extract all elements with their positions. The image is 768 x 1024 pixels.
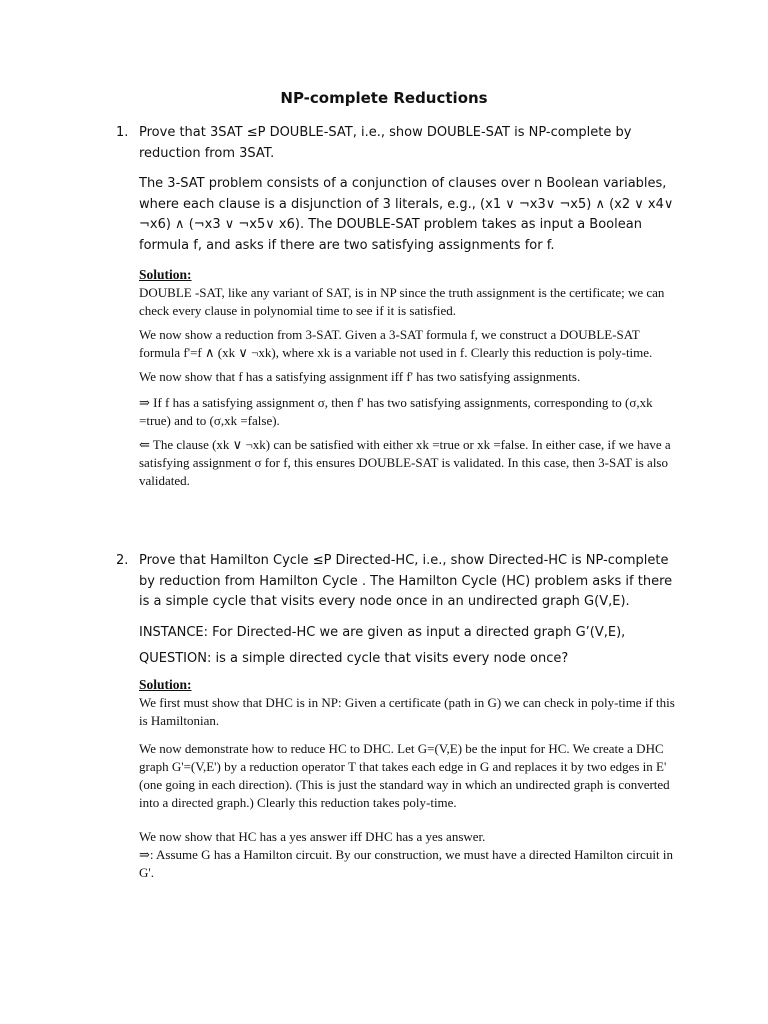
problem-2-question: QUESTION: is a simple directed cycle that visits every node once? [139, 651, 569, 666]
problem-1-intro: The 3-SAT problem consists of a conjunction of clauses over n Boolean variables, where each clause is a disjunction of 3 literals, e.g., (x1 ∨ ¬x3∨ ¬x5) ∧ (x2 ∨ x4∨ ¬x6) ∧ (¬x3 ∨ ¬x5∨ x6). The DOUBLE-SAT problem takes as input a Boolean formula f, and asks if there are two satisfying assignments for f. [139, 176, 674, 253]
problem-2-statement: Prove that Hamilton Cycle ≤P Directed-HC, i.e., show Directed-HC is NP-complete by reduction from Hamilton Cycle . The Hamilton Cycle (HC) problem asks if there is a simple cycle that visits every node once in an undirected graph G(V,E). [139, 553, 673, 609]
problem-1-solution-paragraph: ⇒ If f has a satisfying assignment σ, then f' has two satisfying assignments, corresponding to (σ,xk =true) and to (σ,xk =false). [139, 395, 653, 428]
problem-2-solution-paragraph: We first must show that DHC is in NP: Given a certificate (path in G) we can check in poly-time if this is Hamiltonian. [139, 694, 675, 728]
problem-2-number: 2. [116, 553, 129, 568]
problem-1-solution-label: Solution: [139, 267, 192, 282]
problem-2-instance: INSTANCE: For Directed-HC we are given as input a directed graph G’(V,E), [139, 624, 626, 640]
problem-2-solution-paragraph: ⇒: Assume G has a Hamilton circuit. By our construction, we must have a directed Hamilton circuit in G'. [139, 846, 674, 880]
problem-2 [139, 551, 679, 882]
problem-1-solution-paragraph: ⇐ The clause (xk ∨ ¬xk) can be satisfied with either xk =true or xk =false. In either case, if we have a satisfying assignment σ for f, this ensures DOUBLE-SAT is validated. In this case, then 3-SAT is also validated. [139, 437, 671, 488]
problem-2-solution-paragraph: We now show that HC has a yes answer iff DHC has a yes answer. [139, 828, 486, 844]
problem-2-solution-paragraph: We now demonstrate how to reduce HC to DHC. Let G=(V,E) be the input for HC. We create a DHC graph G'=(V,E') by a reduction operator T that takes each edge in G and replaces it by two edges in E' (one going in each direction). (This is just the standard way in which an undirected graph is converted into a directed graph.) Clearly this reduction takes poly-time. [139, 740, 670, 810]
problem-1-solution-paragraph: We now show that f has a satisfying assignment iff f' has two satisfying assignments. [139, 369, 581, 384]
problem-2-solution-label: Solution: [139, 676, 192, 692]
problem-1-number: 1. [116, 125, 129, 140]
problem-1-solution-paragraph: We now show a reduction from 3-SAT. Given a 3-SAT formula f, we construct a DOUBLE-SAT formula f'=f ∧ (xk ∨ ¬xk), where xk is a variable not used in f. Clearly this reduction is poly-time. [139, 327, 653, 360]
problem-1-solution-paragraph: DOUBLE -SAT, like any variant of SAT, is in NP since the truth assignment is the certificate; we can check every clause in polynomial time to see if it is satisfied. [139, 285, 665, 318]
problem-1 [139, 123, 679, 490]
problem-1-statement: Prove that 3SAT ≤P DOUBLE-SAT, i.e., show DOUBLE-SAT is NP-complete by reduction from 3SAT. [139, 125, 632, 161]
page-title: NP-complete Reductions [280, 89, 488, 107]
